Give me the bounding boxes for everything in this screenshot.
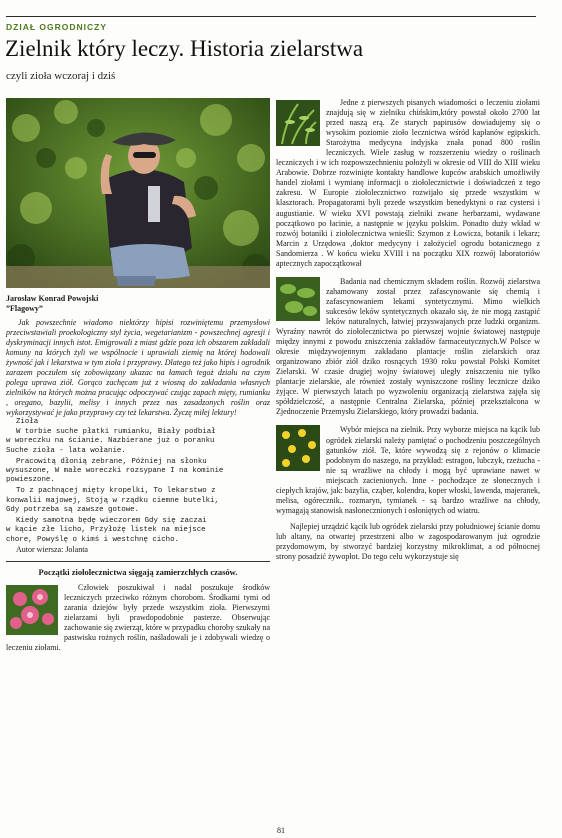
box-body bbox=[6, 583, 270, 653]
herb-photo-3 bbox=[276, 425, 320, 474]
page-number: 81 bbox=[277, 826, 285, 835]
box-title: Początki ziołolecznictwa sięgają zamierzchłych czasów. bbox=[38, 566, 238, 577]
left-column bbox=[6, 98, 270, 653]
top-rule bbox=[6, 16, 536, 17]
right-column bbox=[276, 98, 540, 562]
flower-photo bbox=[6, 585, 58, 638]
poem-line: Kiedy samotna będę wieczorem Gdy się zaczai bbox=[16, 517, 207, 526]
box-divider bbox=[6, 561, 270, 562]
poem-title: Zioła bbox=[16, 418, 39, 427]
poem-stanza bbox=[6, 458, 270, 486]
poem-line: konwalii majowej, Stoją w rządku ciemne butelki, bbox=[6, 496, 219, 505]
paragraph-chemistry: Badania nad chemicznym składem roślin. Rozwój zielarstwa zahamowany został przez zafascynowanie się chemią i zafascynowaniem lekami syntetycznymi. Mimo wielkich sukcesów leków syntetycznych okazało się, że nie mogą zastąpić leków naturalnych, łatwiej przyswajanych prze ludzki organizm. Wyraźny nawrót do ziołolecznictwa po pierwszej wojnie światowej następuje między innymi z powodu zniszczenia zakładów farmaceutycznych.W Polsce w okresie międzywojennym zakładano plantacje roślin zielarskich oraz organizowano zbiór ziół dziko rosnących 1930 roku powstał Polski Komitet Zielarski. W czasie drugiej wojny światowej uległy zniszczeniu nie tylko plantacje zielarskie, ale również zostały wyniszczone rośliny lecznicze dziko żyjące. W pierwszych latach po wyzwoleniu organizacją zielarstwa zajęła się spółdzielczość, a następnie Centralna Zielarska, później przekształcona w Zjednoczenie Przemysłu Zielarskiego, który prowadzi badania. bbox=[276, 276, 540, 417]
photo-caption bbox=[6, 294, 270, 314]
poem-line: W torbie suche płatki rumianku, Biały podbiał bbox=[16, 427, 216, 436]
author-photo bbox=[6, 98, 270, 288]
intro-paragraph: Jak powszechnie wiadomo niektórzy hipisi rozwiniętemu przemysłowi przeciwstawiali proekologiczny styl życia, wegetarianizm - powszechnej agresji i dyskryminacji innych istot. Emigrowali z miast gdzie poza ich obszarem zakładali komuny na których żyli we wspólnocie i uprawiali ziemię na której hodowali żywność jak i lekarstwa w tym zioła i przyprawy. Dlatego też jako hipis i ogrodnik zarazem poczułem się zobowiązany ukazac na łamach tegoż działu na czym polega uprawa ziół. Gorąco zachęcam już z wiosną do zakładania własnych zielników na których można pracując odpoczywać czując zapach mięty, rumianku , oregano, bazylii, melisy i innych przez nas zasadzonych roślin oraz wykorzystywać je jako przyprawy czy też lekarstwa. Życzę miłej lektury! bbox=[6, 318, 270, 418]
poem-line: w kącie złe licho, Przyłożę listek na miejsce bbox=[6, 526, 206, 535]
poem-line: powieszone. bbox=[6, 476, 55, 485]
caption-nickname: ”Flagowy” bbox=[6, 304, 43, 313]
poem-stanza bbox=[6, 487, 270, 515]
article-title: Zielnik który leczy. Historia zielarstwa bbox=[5, 36, 364, 61]
poem-author: Autor wiersza: Jolanta bbox=[16, 545, 88, 555]
poem-line: w woreczku na ścianie. Nazbierane już o poranku bbox=[6, 437, 215, 446]
paragraph-garden: Najlepiej urządzić kącik lub ogródek zielarski przy południowej ścianie domu lub altany, na otwartej przestrzeni albo w zagospodarowanym już ogrodzie przydomowym, by stworzyć bardziej korzystny mikroklimat, a od północnej strony posadzić żywopłot. Do tego celu wykorzystuje się bbox=[276, 521, 540, 562]
poem-line: To z pachnącej mięty kropelki, To lekarstwo z bbox=[16, 487, 216, 496]
paragraph-location: Wybór miejsca na zielnik. Przy wyborze miejsca na kącik lub ogródek zielarski należy pamiętać o pochodzeniu poszczególnych gatunków ziół. Te, które wywodzą się z rejonów o klimacie podobnym do naszego, na przykład: estragon, lubczyk, rzeżucha - nie są wrażliwe na chłody i mogą być uprawiane nawet w miejscach zacienionych. Inne - pochodzące ze słonecznych i ciepłych krajów, jak: bazylia, cząber, kolendra, koper włoski, lawenda, majeranek, melisa, ogórecznik.. rozmaryn, tymianek - są bardzo wrażliwe na chłody, wymagają stanowisk nasłonecznionych i osłoniętych od wiatru. bbox=[276, 425, 540, 515]
poem-stanza bbox=[6, 428, 270, 456]
poem-line: Gdy potrzeba są zawsze gotowe. bbox=[6, 506, 140, 515]
paragraph-history: Jedne z pierwszych pisanych wiadomości o leczeniu ziołami znajdują się w zielniku chińskim,który powstał około 2700 lat przed naszą erą. Ze starych papirusów dowiadujemy się o wysokim poziomie zioło lecznictwa wśród kapłanów egipskich. Starożytna medycyna indyjska znała ponad 800 roślin leczniczych. Wiele zasług w rozszerzeniu wiedzy o roślinach leczniczych i w ich rozpowszechnieniu położyli w okresie od VIII do XIII wieku Arabowie. Dobrze rozwinięte kontakty handlowe kupców arabskich umożliwiły handel ziołami i wymianę informacji o ziołolecznictwie i doświadczeń z tego zakresu. W Europie ziołolecznictwo rozwijało się przede wszystkim w klasztorach. Propagatorami byli przede wszystkim benedyktyni o raz cystersi i augustianie. W wieku XVI powstają zielniki zwane herbarzami, wydawane początkowo po łacinie, a następnie w języku polskim. Ponadto duży wkład w rozwój botaniki i ziołolecznictwa wnieśli: Szymon z Łowicza, botanik i lekarz; Marcin z Urzędowa ,doktor medycyny i założyciel ogrodu botanicznego z Sandomierza . W końcu wieku XVIII i na początku XIX rozwój laboratoriów aptecznych zapoczątkował bbox=[276, 98, 540, 268]
poem-line: Suche zioła - lata wołanie. bbox=[6, 446, 126, 455]
section-label: DZIAŁ OGRODNICZY bbox=[6, 22, 107, 32]
herb-photo-1 bbox=[276, 100, 320, 149]
poem-line: wysuszone, W małe woreczki rozsypane I na kominie bbox=[6, 467, 224, 475]
article-subtitle: czyli zioła wczoraj i dziś bbox=[6, 70, 116, 82]
poem-line: chore, Powyślę o kimś i westchnę cicho. bbox=[6, 535, 179, 544]
poem-line: Pracowitą dłonią zebrane, Później na słonku bbox=[16, 457, 207, 466]
box-text: Człowiek poszukiwał i nadal poszukuje środków leczniczych przeciwko różnym chorobom. Środkami tymi od zarania dziejów były przede wszystkim zioła. Pierwszymi zielarzami byli prawdopodobnie pasterze. Obserwując zachowanie się zwierząt, które w przypadku choroby szukały na pastwisku rożnych roślin, naśladowali je i zdobywali wiedzę o leczeniu ziołami. bbox=[6, 583, 270, 653]
poem-stanza bbox=[6, 517, 270, 545]
poem bbox=[6, 418, 270, 554]
herb-photo-2 bbox=[276, 277, 320, 324]
caption-name: Jarosław Konrad Powojski bbox=[6, 294, 99, 303]
